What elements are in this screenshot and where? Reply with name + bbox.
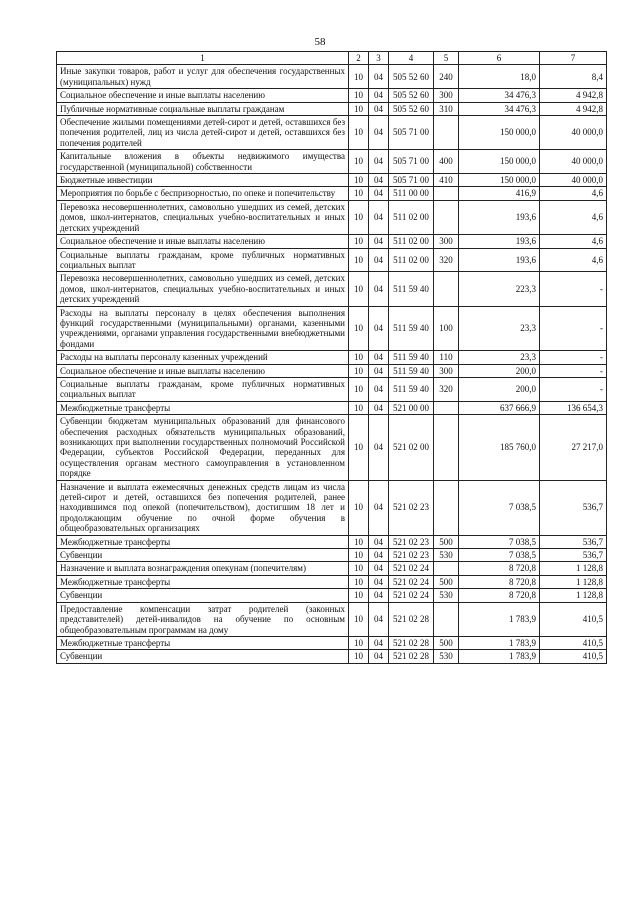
expense-type-cell (434, 602, 459, 636)
subsection-code-cell: 04 (369, 562, 389, 575)
table-row (57, 200, 607, 234)
target-article-cell: 505 52 60 (389, 65, 434, 89)
target-article-cell: 511 59 40 (389, 377, 434, 401)
table-row (57, 549, 607, 562)
amount-col7-cell: - (540, 364, 607, 377)
table-row (57, 116, 607, 150)
amount-col7-cell: 4,6 (540, 187, 607, 200)
header-cell: 1 (57, 52, 349, 65)
table-row (57, 602, 607, 636)
expense-type-cell (434, 272, 459, 306)
amount-col6-cell: 8 720,8 (459, 589, 540, 602)
row-name-cell: Субвенции (57, 589, 349, 602)
table-row (57, 174, 607, 187)
row-name-cell: Социальное обеспечение и иные выплаты населению (57, 235, 349, 248)
subsection-code-cell: 04 (369, 174, 389, 187)
target-article-cell: 521 02 28 (389, 636, 434, 649)
target-article-cell: 505 52 60 (389, 89, 434, 102)
amount-col6-cell: 637 666,9 (459, 401, 540, 414)
subsection-code-cell: 04 (369, 636, 389, 649)
target-article-cell: 521 02 23 (389, 535, 434, 548)
amount-col7-cell: 4,6 (540, 248, 607, 272)
section-code-cell: 10 (349, 636, 369, 649)
expense-type-cell (434, 187, 459, 200)
target-article-cell: 511 59 40 (389, 272, 434, 306)
subsection-code-cell: 04 (369, 248, 389, 272)
section-code-cell: 10 (349, 650, 369, 663)
table-row (57, 102, 607, 115)
expense-type-cell: 320 (434, 248, 459, 272)
amount-col7-cell: 536,7 (540, 480, 607, 535)
header-cell: 7 (540, 52, 607, 65)
expense-type-cell: 530 (434, 549, 459, 562)
amount-col6-cell: 200,0 (459, 364, 540, 377)
row-name-cell: Предоставление компенсации затрат родителей (законных представителей) детей-инвалидов на обучение по основным общеобразовательным программам на дому (57, 602, 349, 636)
section-code-cell: 10 (349, 589, 369, 602)
table-row (57, 415, 607, 480)
row-name-cell: Социальное обеспечение и иные выплаты населению (57, 364, 349, 377)
table-row (57, 401, 607, 414)
amount-col7-cell: 410,5 (540, 650, 607, 663)
table-body (57, 65, 607, 663)
table-row (57, 650, 607, 663)
row-name-cell: Бюджетные инвестиции (57, 174, 349, 187)
target-article-cell: 521 02 28 (389, 650, 434, 663)
amount-col7-cell: - (540, 351, 607, 364)
amount-col6-cell: 23,3 (459, 351, 540, 364)
row-name-cell: Социальные выплаты гражданам, кроме публичных нормативных социальных выплат (57, 248, 349, 272)
subsection-code-cell: 04 (369, 200, 389, 234)
page-number: 58 (314, 36, 326, 48)
amount-col7-cell: 8,4 (540, 65, 607, 89)
amount-col7-cell: 1 128,8 (540, 575, 607, 588)
table-row (57, 150, 607, 174)
amount-col7-cell: 4 942,8 (540, 102, 607, 115)
expense-type-cell: 530 (434, 589, 459, 602)
row-name-cell: Межбюджетные трансферты (57, 636, 349, 649)
table-row (57, 272, 607, 306)
header-cell: 6 (459, 52, 540, 65)
amount-col7-cell: 4,6 (540, 235, 607, 248)
amount-col7-cell: 40 000,0 (540, 150, 607, 174)
subsection-code-cell: 04 (369, 187, 389, 200)
target-article-cell: 511 02 00 (389, 235, 434, 248)
table-row (57, 235, 607, 248)
expense-type-cell (434, 415, 459, 480)
amount-col6-cell: 34 476,3 (459, 102, 540, 115)
amount-col6-cell: 8 720,8 (459, 562, 540, 575)
amount-col6-cell: 150 000,0 (459, 174, 540, 187)
expense-type-cell: 310 (434, 102, 459, 115)
amount-col7-cell: 40 000,0 (540, 116, 607, 150)
table-row (57, 377, 607, 401)
table-row (57, 351, 607, 364)
expense-type-cell: 240 (434, 65, 459, 89)
section-code-cell: 10 (349, 549, 369, 562)
amount-col6-cell: 8 720,8 (459, 575, 540, 588)
row-name-cell: Межбюджетные трансферты (57, 575, 349, 588)
amount-col6-cell: 150 000,0 (459, 116, 540, 150)
amount-col7-cell: 410,5 (540, 602, 607, 636)
target-article-cell: 521 02 28 (389, 602, 434, 636)
subsection-code-cell: 04 (369, 575, 389, 588)
subsection-code-cell: 04 (369, 377, 389, 401)
target-article-cell: 521 02 24 (389, 589, 434, 602)
subsection-code-cell: 04 (369, 480, 389, 535)
amount-col6-cell: 223,3 (459, 272, 540, 306)
subsection-code-cell: 04 (369, 102, 389, 115)
subsection-code-cell: 04 (369, 589, 389, 602)
amount-col7-cell: 40 000,0 (540, 174, 607, 187)
table-row (57, 589, 607, 602)
amount-col6-cell: 1 783,9 (459, 650, 540, 663)
amount-col7-cell: - (540, 306, 607, 351)
expense-type-cell (434, 116, 459, 150)
header-cell: 5 (434, 52, 459, 65)
subsection-code-cell: 04 (369, 401, 389, 414)
subsection-code-cell: 04 (369, 272, 389, 306)
subsection-code-cell: 04 (369, 351, 389, 364)
table-row (57, 65, 607, 89)
row-name-cell: Субвенции (57, 549, 349, 562)
expense-type-cell: 300 (434, 89, 459, 102)
target-article-cell: 521 02 00 (389, 415, 434, 480)
row-name-cell: Межбюджетные трансферты (57, 535, 349, 548)
target-article-cell: 511 59 40 (389, 306, 434, 351)
section-code-cell: 10 (349, 351, 369, 364)
row-name-cell: Мероприятия по борьбе с беспризорностью, по опеке и попечительству (57, 187, 349, 200)
row-name-cell: Субвенции (57, 650, 349, 663)
amount-col7-cell: 410,5 (540, 636, 607, 649)
amount-col6-cell: 193,6 (459, 200, 540, 234)
section-code-cell: 10 (349, 535, 369, 548)
section-code-cell: 10 (349, 235, 369, 248)
amount-col6-cell: 7 038,5 (459, 480, 540, 535)
target-article-cell: 505 71 00 (389, 150, 434, 174)
expense-type-cell: 410 (434, 174, 459, 187)
expense-type-cell (434, 200, 459, 234)
target-article-cell: 521 02 24 (389, 562, 434, 575)
target-article-cell: 511 00 00 (389, 187, 434, 200)
target-article-cell: 521 02 23 (389, 549, 434, 562)
target-article-cell: 521 02 23 (389, 480, 434, 535)
table-row (57, 306, 607, 351)
subsection-code-cell: 04 (369, 364, 389, 377)
expense-type-cell (434, 562, 459, 575)
subsection-code-cell: 04 (369, 150, 389, 174)
target-article-cell: 511 02 00 (389, 248, 434, 272)
header-cell: 2 (349, 52, 369, 65)
table-row (57, 562, 607, 575)
row-name-cell: Обеспечение жилыми помещениями детей-сирот и детей, оставшихся без попечения родителей, лиц из числа детей-сирот и детей, оставшихся без попечения родителей (57, 116, 349, 150)
amount-col7-cell: - (540, 377, 607, 401)
table-row (57, 364, 607, 377)
section-code-cell: 10 (349, 116, 369, 150)
budget-table (56, 51, 607, 664)
subsection-code-cell: 04 (369, 602, 389, 636)
section-code-cell: 10 (349, 562, 369, 575)
amount-col7-cell: 536,7 (540, 549, 607, 562)
amount-col6-cell: 185 760,0 (459, 415, 540, 480)
header-row (57, 52, 607, 65)
section-code-cell: 10 (349, 174, 369, 187)
table-row (57, 535, 607, 548)
row-name-cell: Межбюджетные трансферты (57, 401, 349, 414)
header-cell: 4 (389, 52, 434, 65)
subsection-code-cell: 04 (369, 535, 389, 548)
header-cell: 3 (369, 52, 389, 65)
row-name-cell: Расходы на выплаты персоналу казенных учреждений (57, 351, 349, 364)
table-row (57, 248, 607, 272)
amount-col7-cell: - (540, 272, 607, 306)
row-name-cell: Расходы на выплаты персоналу в целях обеспечения выполнения функций государственными (муниципальными) органами, казенными учреждениями, органами управления государственными внебюджетными фондами (57, 306, 349, 351)
section-code-cell: 10 (349, 248, 369, 272)
amount-col6-cell: 1 783,9 (459, 602, 540, 636)
section-code-cell: 10 (349, 575, 369, 588)
row-name-cell: Назначение и выплата вознаграждения опекунам (попечителям) (57, 562, 349, 575)
target-article-cell: 521 02 24 (389, 575, 434, 588)
subsection-code-cell: 04 (369, 549, 389, 562)
amount-col6-cell: 193,6 (459, 235, 540, 248)
expense-type-cell: 500 (434, 575, 459, 588)
section-code-cell: 10 (349, 401, 369, 414)
expense-type-cell: 400 (434, 150, 459, 174)
expense-type-cell: 320 (434, 377, 459, 401)
amount-col6-cell: 18,0 (459, 65, 540, 89)
amount-col6-cell: 23,3 (459, 306, 540, 351)
row-name-cell: Капитальные вложения в объекты недвижимого имущества государственной (муниципальной) собственности (57, 150, 349, 174)
section-code-cell: 10 (349, 415, 369, 480)
target-article-cell: 521 00 00 (389, 401, 434, 414)
section-code-cell: 10 (349, 602, 369, 636)
section-code-cell: 10 (349, 200, 369, 234)
expense-type-cell: 100 (434, 306, 459, 351)
target-article-cell: 505 52 60 (389, 102, 434, 115)
amount-col6-cell: 34 476,3 (459, 89, 540, 102)
section-code-cell: 10 (349, 187, 369, 200)
subsection-code-cell: 04 (369, 415, 389, 480)
amount-col7-cell: 4,6 (540, 200, 607, 234)
amount-col6-cell: 416,9 (459, 187, 540, 200)
expense-type-cell (434, 401, 459, 414)
target-article-cell: 511 02 00 (389, 200, 434, 234)
amount-col6-cell: 7 038,5 (459, 549, 540, 562)
expense-type-cell: 300 (434, 364, 459, 377)
row-name-cell: Перевозка несовершеннолетних, самовольно ушедших из семей, детских домов, школ-интернатов, специальных учебно-воспитательных и иных детских учреждений (57, 200, 349, 234)
amount-col7-cell: 536,7 (540, 535, 607, 548)
expense-type-cell: 110 (434, 351, 459, 364)
section-code-cell: 10 (349, 65, 369, 89)
expense-type-cell: 300 (434, 235, 459, 248)
expense-type-cell: 500 (434, 636, 459, 649)
target-article-cell: 511 59 40 (389, 351, 434, 364)
amount-col7-cell: 136 654,3 (540, 401, 607, 414)
amount-col6-cell: 7 038,5 (459, 535, 540, 548)
amount-col6-cell: 193,6 (459, 248, 540, 272)
section-code-cell: 10 (349, 377, 369, 401)
target-article-cell: 511 59 40 (389, 364, 434, 377)
section-code-cell: 10 (349, 306, 369, 351)
amount-col7-cell: 27 217,0 (540, 415, 607, 480)
row-name-cell: Социальное обеспечение и иные выплаты населению (57, 89, 349, 102)
table-row (57, 89, 607, 102)
subsection-code-cell: 04 (369, 89, 389, 102)
row-name-cell: Социальные выплаты гражданам, кроме публичных нормативных социальных выплат (57, 377, 349, 401)
target-article-cell: 505 71 00 (389, 174, 434, 187)
section-code-cell: 10 (349, 480, 369, 535)
target-article-cell: 505 71 00 (389, 116, 434, 150)
row-name-cell: Назначение и выплата ежемесячных денежных средств лицам из числа детей-сирот и детей, оставшихся без попечения родителей, ранее находившимся под опекой (попечительством), достигшим 18 лет и продолжающим обучение по очной форме обучения в общеобразовательных организациях (57, 480, 349, 535)
section-code-cell: 10 (349, 102, 369, 115)
amount-col6-cell: 1 783,9 (459, 636, 540, 649)
subsection-code-cell: 04 (369, 650, 389, 663)
amount-col6-cell: 200,0 (459, 377, 540, 401)
section-code-cell: 10 (349, 150, 369, 174)
subsection-code-cell: 04 (369, 65, 389, 89)
subsection-code-cell: 04 (369, 306, 389, 351)
amount-col7-cell: 1 128,8 (540, 589, 607, 602)
subsection-code-cell: 04 (369, 116, 389, 150)
section-code-cell: 10 (349, 89, 369, 102)
section-code-cell: 10 (349, 364, 369, 377)
row-name-cell: Иные закупки товаров, работ и услуг для обеспечения государственных (муниципальных) нужд (57, 65, 349, 89)
amount-col7-cell: 1 128,8 (540, 562, 607, 575)
expense-type-cell: 500 (434, 535, 459, 548)
row-name-cell: Субвенции бюджетам муниципальных образований для финансового обеспечения расходных обязательств муниципальных образований, возникающих при выполнении государственных полномочий Российской Федерации, субъектов Российской Федерации, переданных для осуществления органам местного самоуправления в установленном порядке (57, 415, 349, 480)
table-row (57, 187, 607, 200)
table-row (57, 480, 607, 535)
amount-col6-cell: 150 000,0 (459, 150, 540, 174)
amount-col7-cell: 4 942,8 (540, 89, 607, 102)
row-name-cell: Перевозка несовершеннолетних, самовольно ушедших из семей, детских домов, школ-интернатов, специальных учебно-воспитательных и иных детских учреждений (57, 272, 349, 306)
expense-type-cell (434, 480, 459, 535)
row-name-cell: Публичные нормативные социальные выплаты гражданам (57, 102, 349, 115)
table-row (57, 636, 607, 649)
expense-type-cell: 530 (434, 650, 459, 663)
section-code-cell: 10 (349, 272, 369, 306)
table-row (57, 575, 607, 588)
subsection-code-cell: 04 (369, 235, 389, 248)
